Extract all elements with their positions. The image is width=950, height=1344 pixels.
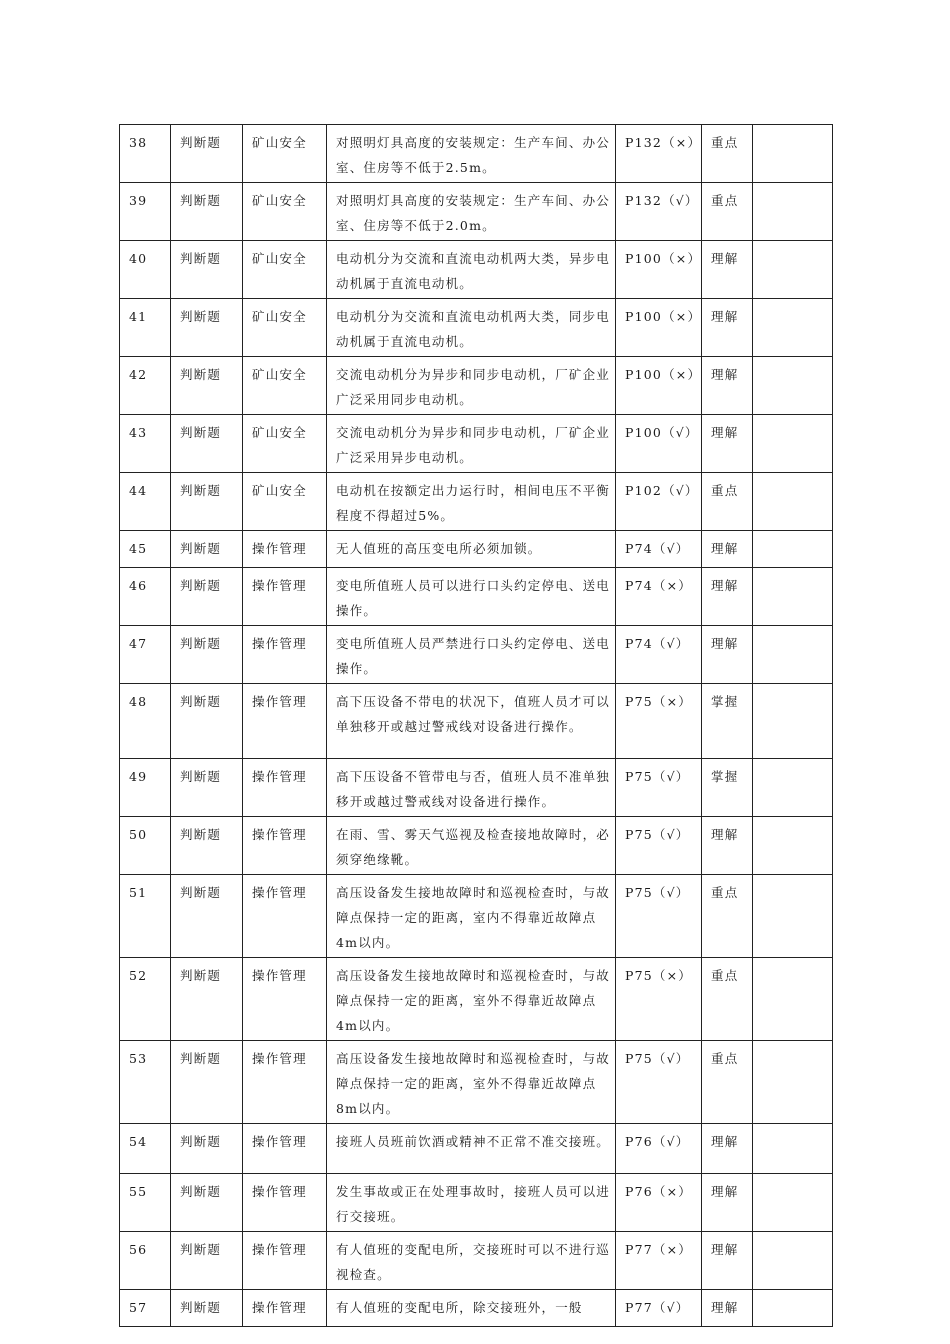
table-row [120,415,833,473]
question-content: 对照明灯具高度的安装规定：生产车间、办公室、住房等不低于2.0m。 [327,183,616,241]
question-content: 变电所值班人员可以进行口头约定停电、送电操作。 [327,568,616,626]
question-number: 42 [120,357,171,415]
mastery-level: 理解 [702,626,753,684]
mastery-level: 理解 [702,1174,753,1232]
question-type: 判断题 [171,1124,243,1174]
question-content: 在雨、雪、雾天气巡视及检查接地故障时，必须穿绝缘靴。 [327,817,616,875]
answer-reference: P76（×） [616,1174,702,1232]
question-type: 判断题 [171,1041,243,1124]
question-type: 判断题 [171,817,243,875]
question-number: 43 [120,415,171,473]
notes-cell [753,958,833,1041]
notes-cell [753,357,833,415]
table-row [120,357,833,415]
notes-cell [753,473,833,531]
table-row [120,531,833,568]
table-row [120,958,833,1041]
answer-reference: P77（√） [616,1290,702,1327]
question-content: 发生事故或正在处理事故时，接班人员可以进行交接班。 [327,1174,616,1232]
table-row [120,473,833,531]
question-type: 判断题 [171,125,243,183]
question-table [119,124,833,1327]
notes-cell [753,875,833,958]
question-category: 矿山安全 [243,241,327,299]
question-content: 有人值班的变配电所，交接班时可以不进行巡视检查。 [327,1232,616,1290]
table-row [120,183,833,241]
question-type: 判断题 [171,1290,243,1327]
question-number: 41 [120,299,171,357]
mastery-level: 重点 [702,1041,753,1124]
mastery-level: 理解 [702,817,753,875]
question-number: 56 [120,1232,171,1290]
question-type: 判断题 [171,684,243,759]
mastery-level: 理解 [702,1290,753,1327]
answer-reference: P74（×） [616,568,702,626]
question-category: 操作管理 [243,568,327,626]
table-row [120,299,833,357]
answer-reference: P100（×） [616,357,702,415]
question-number: 52 [120,958,171,1041]
question-category: 操作管理 [243,817,327,875]
question-content: 接班人员班前饮酒或精神不正常不准交接班。 [327,1124,616,1174]
question-content: 交流电动机分为异步和同步电动机，厂矿企业广泛采用同步电动机。 [327,357,616,415]
question-category: 操作管理 [243,875,327,958]
question-category: 矿山安全 [243,125,327,183]
question-number: 53 [120,1041,171,1124]
question-number: 50 [120,817,171,875]
notes-cell [753,1174,833,1232]
question-number: 46 [120,568,171,626]
question-content: 高下压设备不带电的状况下，值班人员才可以单独移开或越过警戒线对设备进行操作。 [327,684,616,759]
question-category: 操作管理 [243,531,327,568]
table-row [120,875,833,958]
question-content: 电动机分为交流和直流电动机两大类，同步电动机属于直流电动机。 [327,299,616,357]
mastery-level: 理解 [702,357,753,415]
question-content: 高压设备发生接地故障时和巡视检查时，与故障点保持一定的距离，室内不得靠近故障点4m以内。 [327,875,616,958]
question-number: 54 [120,1124,171,1174]
question-number: 49 [120,759,171,817]
mastery-level: 掌握 [702,759,753,817]
question-number: 55 [120,1174,171,1232]
mastery-level: 重点 [702,125,753,183]
mastery-level: 理解 [702,415,753,473]
answer-reference: P77（×） [616,1232,702,1290]
table-row [120,626,833,684]
notes-cell [753,1290,833,1327]
mastery-level: 理解 [702,1232,753,1290]
question-type: 判断题 [171,568,243,626]
answer-reference: P100（√） [616,415,702,473]
question-type: 判断题 [171,1174,243,1232]
notes-cell [753,183,833,241]
question-category: 操作管理 [243,1232,327,1290]
question-number: 48 [120,684,171,759]
question-type: 判断题 [171,473,243,531]
table-row [120,1174,833,1232]
question-type: 判断题 [171,415,243,473]
question-category: 操作管理 [243,1174,327,1232]
notes-cell [753,125,833,183]
question-type: 判断题 [171,958,243,1041]
question-number: 51 [120,875,171,958]
question-content: 高压设备发生接地故障时和巡视检查时，与故障点保持一定的距离，室外不得靠近故障点8m以内。 [327,1041,616,1124]
notes-cell [753,415,833,473]
mastery-level: 重点 [702,473,753,531]
question-number: 44 [120,473,171,531]
question-category: 矿山安全 [243,357,327,415]
question-type: 判断题 [171,1232,243,1290]
answer-reference: P75（√） [616,817,702,875]
question-rows [120,125,833,1327]
answer-reference: P74（√） [616,531,702,568]
question-content: 高下压设备不管带电与否，值班人员不准单独移开或越过警戒线对设备进行操作。 [327,759,616,817]
question-category: 操作管理 [243,759,327,817]
question-number: 47 [120,626,171,684]
question-content: 交流电动机分为异步和同步电动机，厂矿企业广泛采用异步电动机。 [327,415,616,473]
notes-cell [753,626,833,684]
question-type: 判断题 [171,759,243,817]
mastery-level: 理解 [702,568,753,626]
question-number: 45 [120,531,171,568]
notes-cell [753,684,833,759]
answer-reference: P100（×） [616,299,702,357]
notes-cell [753,241,833,299]
notes-cell [753,817,833,875]
mastery-level: 重点 [702,958,753,1041]
question-number: 40 [120,241,171,299]
answer-reference: P75（×） [616,684,702,759]
question-category: 操作管理 [243,626,327,684]
answer-reference: P74（√） [616,626,702,684]
table-row [120,125,833,183]
question-content: 高压设备发生接地故障时和巡视检查时，与故障点保持一定的距离，室外不得靠近故障点4m以内。 [327,958,616,1041]
question-category: 操作管理 [243,1124,327,1174]
question-content: 变电所值班人员严禁进行口头约定停电、送电操作。 [327,626,616,684]
question-category: 矿山安全 [243,473,327,531]
question-number: 38 [120,125,171,183]
notes-cell [753,568,833,626]
mastery-level: 理解 [702,531,753,568]
question-type: 判断题 [171,183,243,241]
question-type: 判断题 [171,241,243,299]
table-row [120,759,833,817]
table-row [120,241,833,299]
question-category: 操作管理 [243,958,327,1041]
question-content: 有人值班的变配电所，除交接班外，一般 [327,1290,616,1327]
question-category: 操作管理 [243,1290,327,1327]
table-row [120,1290,833,1327]
question-type: 判断题 [171,531,243,568]
table-row [120,817,833,875]
answer-reference: P102（√） [616,473,702,531]
question-number: 39 [120,183,171,241]
question-category: 矿山安全 [243,183,327,241]
mastery-level: 理解 [702,1124,753,1174]
question-content: 电动机分为交流和直流电动机两大类，异步电动机属于直流电动机。 [327,241,616,299]
mastery-level: 理解 [702,299,753,357]
notes-cell [753,299,833,357]
question-type: 判断题 [171,299,243,357]
question-category: 操作管理 [243,684,327,759]
question-type: 判断题 [171,626,243,684]
answer-reference: P75（√） [616,1041,702,1124]
mastery-level: 掌握 [702,684,753,759]
table-row [120,1232,833,1290]
table-row [120,684,833,759]
question-category: 矿山安全 [243,415,327,473]
table-row [120,568,833,626]
notes-cell [753,531,833,568]
mastery-level: 重点 [702,183,753,241]
question-type: 判断题 [171,875,243,958]
table-row [120,1041,833,1124]
answer-reference: P75（√） [616,875,702,958]
question-content: 对照明灯具高度的安装规定：生产车间、办公室、住房等不低于2.5m。 [327,125,616,183]
question-category: 矿山安全 [243,299,327,357]
answer-reference: P75（×） [616,958,702,1041]
notes-cell [753,1232,833,1290]
mastery-level: 重点 [702,875,753,958]
question-content: 无人值班的高压变电所必须加锁。 [327,531,616,568]
question-number: 57 [120,1290,171,1327]
notes-cell [753,1041,833,1124]
answer-reference: P132（×） [616,125,702,183]
answer-reference: P75（√） [616,759,702,817]
question-content: 电动机在按额定出力运行时，相间电压不平衡程度不得超过5%。 [327,473,616,531]
question-category: 操作管理 [243,1041,327,1124]
answer-reference: P132（√） [616,183,702,241]
table-row [120,1124,833,1174]
notes-cell [753,759,833,817]
question-type: 判断题 [171,357,243,415]
mastery-level: 理解 [702,241,753,299]
notes-cell [753,1124,833,1174]
answer-reference: P100（×） [616,241,702,299]
answer-reference: P76（√） [616,1124,702,1174]
